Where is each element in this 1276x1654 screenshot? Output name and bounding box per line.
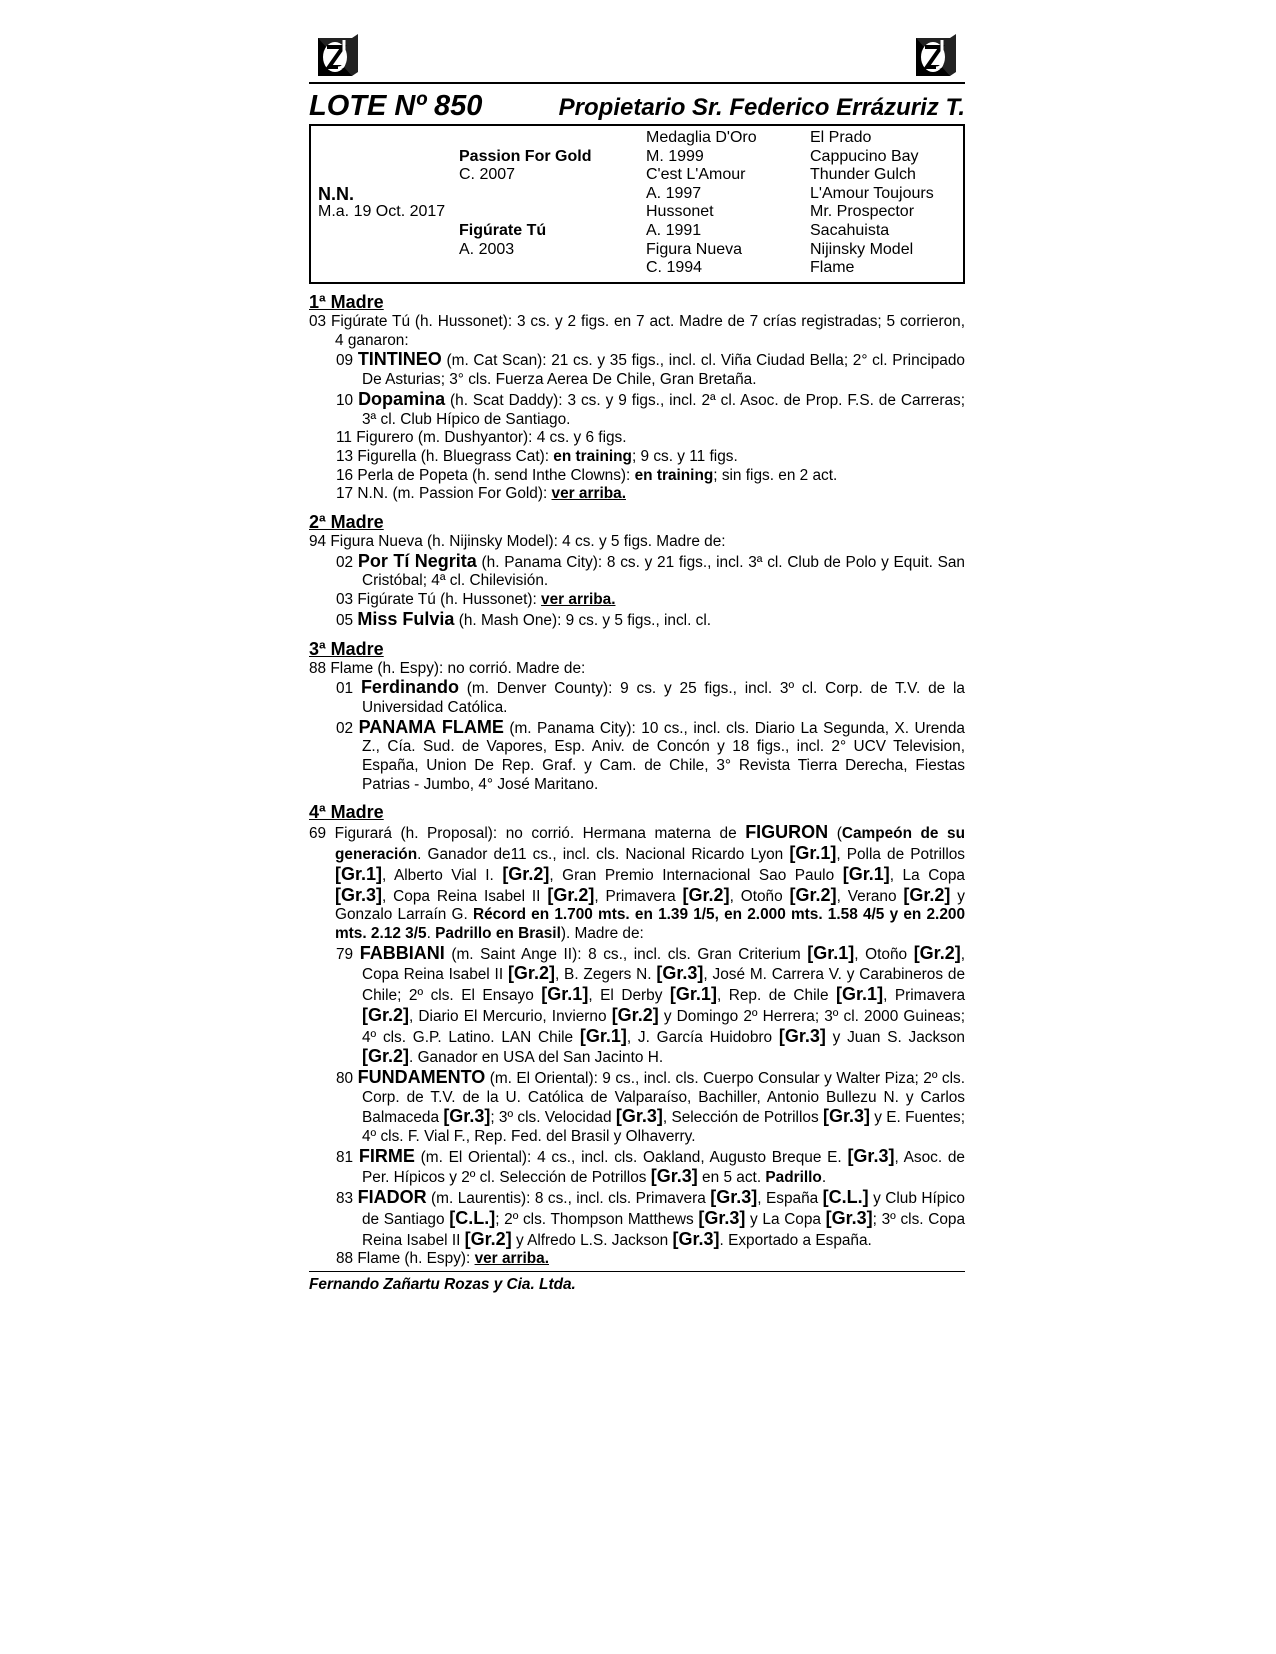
produce-name: Miss Fulvia: [357, 608, 455, 629]
produce-name: Dopamina: [358, 388, 446, 409]
footer-company: Fernando Zañartu Rozas y Cia. Ltda.: [309, 1275, 576, 1293]
produce-entry: 88 Flame (h. Espy): ver arriba.: [336, 1250, 549, 1268]
produce-entry: 83 FIADOR (m. Laurentis): 8 cs., incl. cls. Primavera [Gr.3], España [C.L.] y Club Hípico de Santiago [C.L.]; 2º cls. Thompson Matthews [Gr.3] y La Copa [Gr.3]; 3º cls. Copa Reina Isabel II [Gr.2] y Alfredo L.S. Jackson [Gr.3]. Exportado a España.: [336, 1187, 965, 1249]
produce-entry: 09 TINTINEO (m. Cat Scan): 21 cs. y 35 figs., incl. cl. Viña Ciudad Bella; 2° cl. Principado De Asturias; 3° cls. Fuerza Aerea De Chile, Gran Bretaña.: [336, 349, 965, 389]
produce-entry: 03 Figúrate Tú (h. Hussonet): ver arriba.: [336, 591, 616, 609]
great-grandparent-cell: Flame: [810, 259, 855, 277]
produce-name: FIRME: [358, 1145, 415, 1166]
catalog-page: [309, 30, 965, 1294]
dam-entry: 03 Figúrate Tú (h. Hussonet): 3 cs. y 2 figs. en 7 act. Madre de 7 crías registradas; 5 corrieron, 4 ganaron:: [309, 313, 965, 349]
pedigree-grandparents-column: [646, 129, 757, 278]
produce-entry: 80 FUNDAMENTO (m. El Oriental): 9 cs., incl. cls. Cuerpo Consular y Walter Piza; 2º cls. Corp. de T.V. de la U. Católica de Valparaíso, Bachiller, Antonio Bullezu N. y Carlos Balmaceda [Gr.3]; 3º cls. Velocidad [Gr.3], Selección de Potrillos [Gr.3] y E. Fuentes; 4º cls. F. Vial F., Rep. Fed. del Brasil y Olhaverry.: [336, 1066, 966, 1146]
section-title: 2ª Madre: [309, 512, 384, 533]
produce-entry: 13 Figurella (h. Bluegrass Cat): en training; 9 cs. y 11 figs.: [336, 447, 738, 465]
produce-entry: 01 Ferdinando (m. Denver County): 9 cs. y 25 figs., incl. 3º cl. Corp. de T.V. de la Universidad Católica.: [336, 677, 965, 716]
great-grandparent-cell: Thunder Gulch: [810, 166, 916, 184]
produce-entry: 02 Por Tí Negrita (h. Panama City): 8 cs. y 21 figs., incl. 3ª cl. Club de Polo y Equit. San Cristóbal; 4ª cl. Chilevisión.: [336, 550, 965, 590]
pedigree-parents-column: [459, 129, 591, 259]
grandparent-cell: A. 1997: [646, 184, 702, 202]
dam-info: A. 2003: [459, 240, 515, 258]
produce-name: Ferdinando: [360, 677, 459, 698]
produce-entry: 81 FIRME (m. El Oriental): 4 cs., incl. cls. Oakland, Augusto Breque E. [Gr.3], Asoc. de Per. Hípicos y 2º cl. Selección de Potrillos [Gr.3] en 5 act. Padrillo.: [336, 1145, 965, 1187]
horse-info: M.a. 19 Oct. 2017: [318, 203, 446, 221]
sire-name: Passion For Gold: [459, 147, 592, 165]
section-second-dam: [309, 512, 965, 631]
produce-entry: 79 FABBIANI (m. Saint Ange II): 8 cs., incl. cls. Gran Criterium [Gr.1], Otoño [Gr.2], Copa Reina Isabel II [Gr.2], B. Zegers N. [Gr.3], José M. Carrera V. y Carabineros de Chile; 2º cls. El Ensayo [Gr.1], El Derby [Gr.1], Rep. de Chile [Gr.1], Primavera [Gr.2], Diario El Mercurio, Invierno [Gr.2] y Domingo 2º Herrera; 3º cl. 2000 Guineas; 4º cls. G.P. Latino. LAN Chile [Gr.1], J. García Huidobro [Gr.3] y Juan S. Jackson [Gr.2]. Ganador en USA del San Jacinto H.: [336, 942, 966, 1067]
produce-name: FIGURON: [745, 822, 829, 843]
footer-rule: [309, 1271, 965, 1272]
grandparent-cell: Hussonet: [646, 203, 714, 221]
great-grandparent-cell: Cappucino Bay: [810, 147, 919, 165]
grandparent-cell: Figura Nueva: [646, 240, 743, 258]
horse-name: N.N.: [318, 183, 354, 204]
sire-info: C. 2007: [459, 166, 516, 184]
great-grandparent-cell: El Prado: [810, 129, 872, 146]
see-above-link: ver arriba.: [474, 1250, 549, 1268]
great-grandparent-cell: Nijinsky Model: [810, 240, 914, 258]
logo-row: [309, 30, 965, 82]
section-title: 4ª Madre: [309, 802, 384, 823]
lot-number: LOTE Nº 850: [309, 90, 483, 122]
grandparent-cell: Medaglia D'Oro: [646, 129, 757, 146]
see-above-link: ver arriba.: [541, 591, 616, 609]
grandparent-cell: C'est L'Amour: [646, 166, 746, 184]
produce-entry: 02 PANAMA FLAME (m. Panama City): 10 cs., incl. cls. Diario La Segunda, X. Urenda Z., Cía. Sud. de Vapores, Esp. Aniv. de Concón y 18 figs., incl. 2° UCV Television, España, Union De Rep. Graf. y Cam. de Chile, 3° Revista Tierra Derecha, Fiestas Patrias - Jumbo, 4° José Maritano.: [336, 716, 965, 793]
pedigree-table: [309, 124, 965, 284]
see-above-link: ver arriba.: [551, 485, 626, 503]
grandparent-cell: C. 1994: [646, 259, 703, 277]
zanartu-logo-icon: [912, 32, 960, 80]
produce-entry: 05 Miss Fulvia (h. Mash One): 9 cs. y 5 figs., incl. cl.: [336, 608, 712, 629]
great-grandparent-cell: Sacahuista: [810, 221, 890, 239]
zanartu-logo-icon: [314, 32, 362, 80]
produce-name: PANAMA FLAME: [358, 716, 504, 737]
section-third-dam: [309, 639, 965, 795]
grandparent-cell: A. 1991: [646, 221, 702, 239]
dam-entry: 69 Figurará (h. Proposal): no corrió. Hermana materna de FIGURON (Campeón de su generación. Ganador de11 cs., incl. cls. Nacional Ricardo Lyon [Gr.1], Polla de Potrillos [Gr.1], Alberto Vial I. [Gr.2], Gran Premio Internacional Sao Paulo [Gr.1], La Copa [Gr.3], Copa Reina Isabel II [Gr.2], Primavera [Gr.2], Otoño [Gr.2], Verano [Gr.2] y Gonzalo Larraín G. Récord en 1.700 mts. en 1.39 1/5, en 2.000 mts. 1.58 4/5 y en 2.200 mts. 2.12 3/5. Padrillo en Brasil). Madre de:: [309, 822, 965, 942]
header-rule: [309, 82, 965, 84]
section-title: 3ª Madre: [309, 638, 384, 659]
great-grandparent-cell: Mr. Prospector: [810, 203, 915, 221]
title-row: [309, 90, 965, 124]
produce-entry: 10 Dopamina (h. Scat Daddy): 3 cs. y 9 figs., incl. 2ª cl. Asoc. de Prop. F.S. de Carreras; 3ª cl. Club Hípico de Santiago.: [336, 388, 965, 428]
dam-entry: 94 Figura Nueva (h. Nijinsky Model): 4 cs. y 5 figs. Madre de:: [309, 533, 726, 551]
section-fourth-dam: [309, 802, 965, 1268]
produce-name: Por Tí Negrita: [357, 550, 477, 571]
great-grandparent-cell: L'Amour Toujours: [810, 184, 934, 202]
produce-name: FUNDAMENTO: [357, 1066, 486, 1087]
produce-name: FIADOR: [357, 1187, 427, 1208]
section-first-dam: [309, 292, 965, 504]
pedigree-horse-column: [318, 129, 445, 222]
dam-entry: 88 Flame (h. Espy): no corrió. Madre de:: [309, 659, 586, 677]
produce-entry: 11 Figurero (m. Dushyantor): 4 cs. y 6 figs.: [336, 429, 627, 447]
section-title: 1ª Madre: [309, 292, 384, 312]
produce-entry: 17 N.N. (m. Passion For Gold): ver arriba.: [336, 485, 626, 503]
grandparent-cell: M. 1999: [646, 147, 704, 165]
produce-name: TINTINEO: [357, 349, 442, 370]
dam-name: Figúrate Tú: [459, 221, 547, 239]
produce-name: FABBIANI: [359, 942, 445, 963]
produce-entry: 16 Perla de Popeta (h. send Inthe Clowns): en training; sin figs. en 2 act.: [336, 466, 838, 484]
owner: Propietario Sr. Federico Errázuriz T.: [558, 94, 965, 121]
pedigree-great-grandparents-column: [810, 129, 934, 278]
